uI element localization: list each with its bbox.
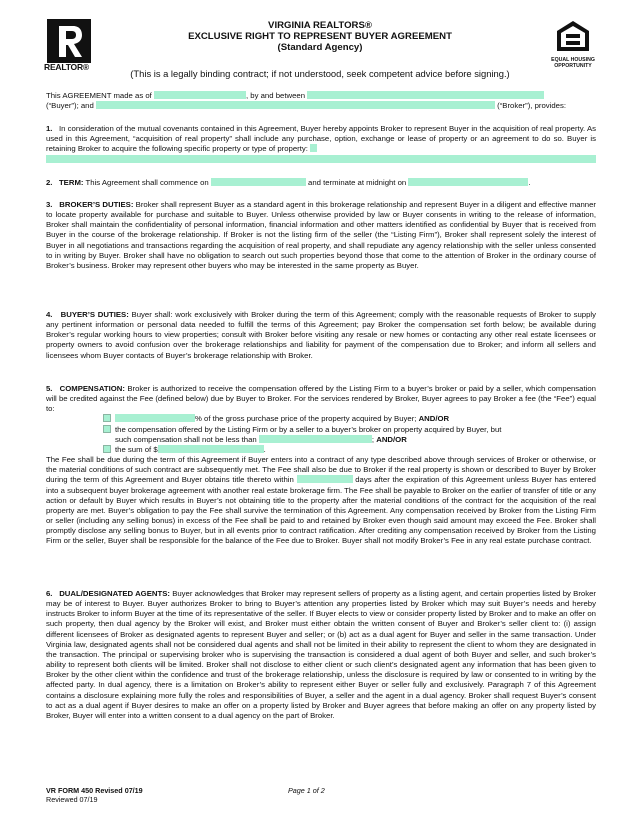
option-2-minimum-text: such compensation shall not be less than bbox=[115, 434, 259, 444]
agreement-date-field[interactable] bbox=[154, 91, 246, 99]
eho-line-2: OPPORTUNITY bbox=[554, 62, 592, 69]
fee-text-2: days after the expiration of this Agreement unless Buyer has entered into a subsequent buyer brokerage agreement with another real estate brokerage firm. The Fee shall be payable to Broker on the earlier of transfer of title or any action or default by Buyer which results in Buyer’s not obtaining title to the property after the material conditions of the contract for the acquisition of the real property are met. Buyer’s obligation to pay the Fee shall survive the termination of this Agreement. Any compensation received by Broker from the Listing Firm or seller (including any selling bonus) in excess of the Fee shall be paid to and retained by Broker even though said amount may exceed the Fee. Broker shall promptly disclose any selling bonus to Buyer, but in all events prior to contract ratification. After crediting any compensation received by Broker from the Listing Firm or the seller, Buyer shall be responsible for the balance of the Fee due to Broker. Buyer shall not modify Broker’s Fee in any real estate purchase contract. bbox=[46, 475, 596, 546]
option-1-text: % of the gross purchase price of the property acquired by Buyer; bbox=[195, 414, 419, 424]
section-4-title: BUYER’S DUTIES: bbox=[60, 310, 129, 319]
section-1-text: In consideration of the mutual covenants contained in this Agreement, Buyer hereby appoints Broker to represent Buyer in the acquisition of real property. As used in this Agreement, “acquisition of real property” shall include any purchase, option, exchange or lease of property or an agreement to do so. Buyer is retaining Broker to acquire the following specific property or type of property: bbox=[46, 124, 596, 154]
option-1-andor: AND/OR bbox=[418, 414, 450, 424]
section-1 bbox=[46, 124, 596, 163]
section-2-number: 2. bbox=[46, 178, 53, 187]
option-2-andor: AND/OR bbox=[376, 434, 407, 444]
section-2-text-1: This Agreement shall commence on bbox=[83, 178, 211, 187]
option-1-checkbox[interactable] bbox=[103, 414, 111, 422]
term-end-field[interactable] bbox=[408, 178, 531, 187]
section-2-text-3: . bbox=[528, 178, 531, 187]
reviewed-date: Reviewed 07/19 bbox=[46, 795, 98, 804]
section-3 bbox=[46, 200, 596, 271]
section-6 bbox=[46, 589, 596, 721]
compensation-option-3 bbox=[46, 445, 596, 455]
intro-text-2: , by and between bbox=[245, 91, 308, 100]
section-5-text: Broker is authorized to receive the compensation offered by the Listing Firm to a buyer’s broker or paid by a seller, which compensation will be credited against the Fee (defined below) due by Buyer to Broker. For the services rendered by Broker, Buyer agrees to pay Broker a fee (the “Fee”) equal to: bbox=[46, 384, 596, 414]
section-6-text: Buyer acknowledges that Broker may represent sellers of property as a listing agent, and certain properties listed by Broker may be of interest to Buyer. Buyer authorizes Broker to bring to Buyer’s attention any properties listed by Broker which may suit Buyer’s needs and hereby instructs Broker to inform Buyer at the time of its representative of the seller. If Buyer elects to view or consider property listed by Broker and to make an offer on such property, then dual agency by the Broker will exist, and Broker must either obtain the written consent of Buyer and Broker’s seller client to: (i) assign different licensees of Broker as designated agents to represent Buyer and seller; or (b) act as a dual agent for Buyer and seller in the same transaction. Under Virginia law, designated agents shall not be considered dual agents and shall not be limited in their ability to represent the client to whom they are designated in the transaction. The principal or supervising broker who is supervising the transaction is considered a dual agent of both Buyer and seller, and such broker’s ability to represent both clients will be limited. Broker shall not disclose to either client or such client’s designated agent any information that has been given to Broker by the other client within the confidence and trust of the brokerage relationship, unless the disclosure is required by law or consented to in writing by the affected party. In dual agency, there is a limitation on Broker’s ability to represent either Buyer or seller fully and exclusively. Paragraph 7 of this Agreement contains a disclosure explaining more fully the roles and responsibilities of Buyer, a seller and the agent in a dual agency. Broker shall request Buyer’s consent to act as a dual agent if Buyer desires to make an offer on a property listed by Broker and Buyer agrees that before making an offer on any property listed by Broker, Buyer will enter into a written consent to a dual agency on the part of Broker. bbox=[46, 589, 596, 720]
realtor-logo bbox=[47, 19, 91, 63]
section-3-title: BROKER’S DUTIES: bbox=[59, 200, 134, 209]
document-subtitle: (This is a legally binding contract; if not understood, seek competent advice before signing.) bbox=[130, 68, 510, 79]
fee-text-1: The Fee shall be due during the term of this Agreement if Buyer enters into a contract of any type described above through services of Broker or otherwise, or the material conditions of such contract are subsequently met. The Fee shall also be due to Broker if the real property is shown or described to Buyer by Broker during the term of this Agreement and Buyer obtains title thereto within bbox=[46, 455, 596, 485]
section-3-number: 3. bbox=[46, 200, 53, 209]
title-line-3: (Standard Agency) bbox=[277, 42, 363, 54]
section-4 bbox=[46, 310, 596, 361]
footer-left bbox=[46, 786, 143, 804]
document-title bbox=[130, 20, 510, 54]
broker-name-field[interactable] bbox=[96, 101, 495, 109]
section-1-number: 1. bbox=[46, 124, 53, 133]
page-number: Page 1 of 2 bbox=[288, 786, 325, 795]
section-6-number: 6. bbox=[46, 589, 53, 598]
option-3-text: the sum of $ bbox=[115, 444, 158, 454]
eho-line-1: EQUAL HOUSING bbox=[551, 57, 595, 63]
option-2-separator: ; bbox=[371, 434, 377, 444]
section-5-number: 5. bbox=[46, 384, 53, 393]
term-start-field[interactable] bbox=[211, 178, 306, 186]
intro-text-3: (“Buyer”); and bbox=[46, 101, 96, 111]
sum-amount-field[interactable] bbox=[158, 445, 264, 453]
section-2 bbox=[46, 178, 596, 188]
option-3-checkbox[interactable] bbox=[103, 445, 111, 453]
equal-housing-logo bbox=[546, 20, 600, 69]
title-line-1: VIRGINIA REALTORS® bbox=[268, 20, 372, 31]
intro-paragraph bbox=[46, 91, 596, 111]
section-2-text-2: and terminate at midnight on bbox=[305, 178, 409, 187]
title-line-2: EXCLUSIVE RIGHT TO REPRESENT BUYER AGREEMENT bbox=[188, 31, 452, 43]
property-description-field[interactable] bbox=[46, 155, 596, 163]
section-4-text: Buyer shall: work exclusively with Broker during the term of this Agreement; comply with the reasonable requests of Broker to supply any pertinent information or personal data needed to fulfill the terms of this Agreement; pay Broker the compensation set forth below; be available during Broker’s regular working hours to view properties; consult with Broker before visiting any resale or new homes or contacting any other real estate licensees or property owners to avoid confusion over the brokerage relationships and liability for payment of the compensation due to Broker; and inform all sellers and licensees whom Buyer contacts of Buyer’s brokerage relationship with Broker. bbox=[46, 310, 596, 360]
section-6-title: DUAL/DESIGNATED AGENTS: bbox=[59, 589, 170, 598]
minimum-compensation-field[interactable] bbox=[259, 435, 372, 443]
form-number: VR FORM 450 Revised 07/19 bbox=[46, 786, 143, 795]
section-2-title: TERM: bbox=[58, 178, 84, 187]
option-3-end: . bbox=[263, 444, 266, 454]
option-2-checkbox[interactable] bbox=[103, 425, 111, 433]
compensation-option-1 bbox=[46, 414, 596, 424]
section-5-title: COMPENSATION: bbox=[59, 384, 125, 393]
compensation-option-2 bbox=[46, 425, 596, 435]
compensation-option-2-cont bbox=[46, 435, 596, 445]
option-2-text: the compensation offered by the Listing Firm or by a seller to a buyer’s broker on property acquired by Buyer, but bbox=[115, 424, 502, 434]
buyer-name-field[interactable] bbox=[307, 91, 544, 99]
section-3-text: Broker shall represent Buyer as a standard agent in this brokerage relationship and represent Buyer in a diligent and effective manner to locate property available for purchase and suitable to Buyer. Unless otherwise provided by law or Buyer consents in writing to the release of information, Broker shall maintain the confidentiality of personal information, financial information and other matters identified as confidential by Buyer that is received from Buyer in the course of the brokerage relationship. If Broker is not the listing firm of the seller (the “Listing Firm”), Broker shall represent solely the interest of Buyer in all negotiations and transactions regarding the acquisition of real property, and shall repudiate any agency relationship with the seller unless consented to in writing by Buyer. Broker shall have no obligation to search out such properties beyond those that come to the attention of Broker in the ordinary course of Broker’s business. Broker may represent other buyers who may be interested in the same property as Buyer. bbox=[46, 200, 596, 270]
intro-text-4: (“Broker”), provides: bbox=[494, 101, 567, 111]
property-field-end[interactable] bbox=[310, 144, 317, 152]
equal-housing-icon bbox=[556, 20, 590, 52]
intro-text-1: This AGREEMENT made as of bbox=[46, 91, 154, 100]
percent-field[interactable] bbox=[115, 414, 195, 422]
section-5 bbox=[46, 384, 596, 547]
realtor-wordmark: REALTOR® bbox=[44, 62, 89, 72]
days-field[interactable] bbox=[297, 475, 353, 483]
section-4-number: 4. bbox=[46, 310, 53, 319]
